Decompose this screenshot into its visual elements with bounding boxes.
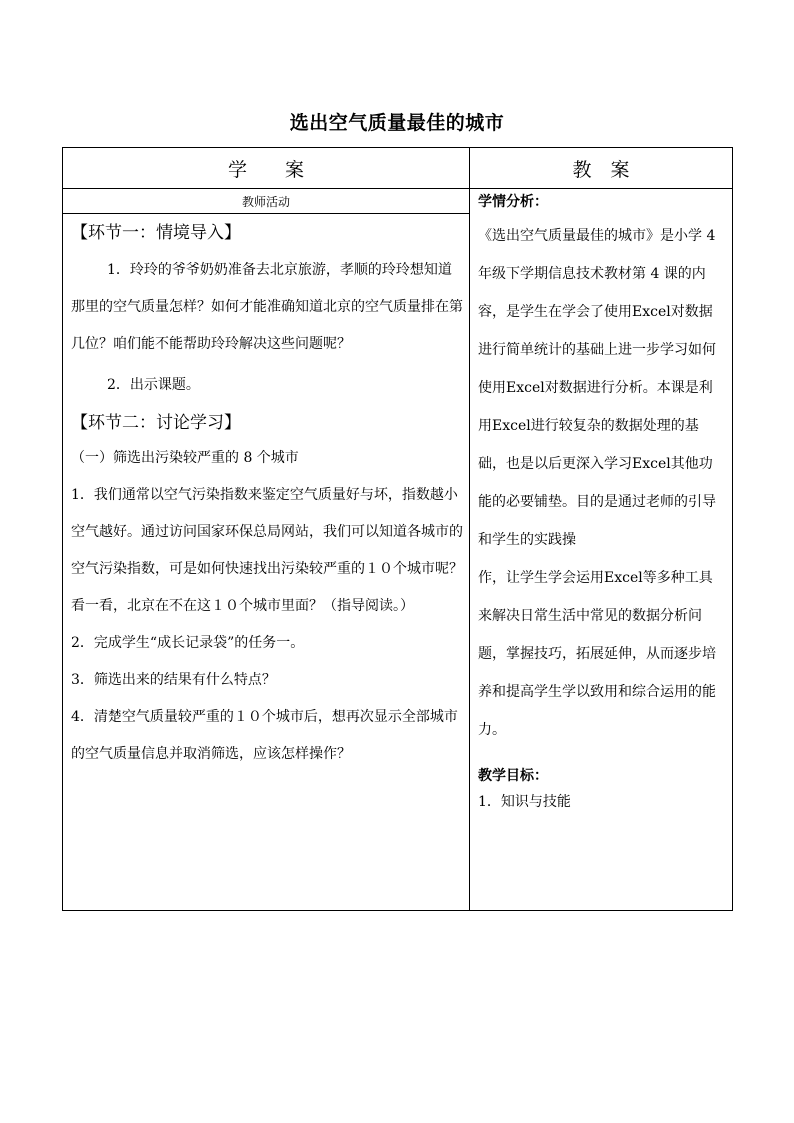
analysis-heading: 学情分析： [478, 194, 548, 210]
document-title: 选出空气质量最佳的城市 [289, 112, 505, 134]
analysis-paragraph-1: 《选出空气质量最佳的城市》是小学 4 年级下学期信息技术教材第 4 课的内容，是学生在学会了使用Excel对数据进行简单统计的基础上进一步学习如何使用Excel对数据进行分析。本课是利用Excel进行较复杂的数据处理的基础，也是以后更深入学习Excel其他功能的必要铺垫。目的是通过老师的引导和学生的实践操 [478, 228, 716, 548]
goals-heading: 教学目标： [478, 768, 548, 784]
goal-item-1: 1．知识与技能 [478, 794, 571, 810]
section-1-item-1: 1．玲玲的爷爷奶奶准备去北京旅游，孝顺的玲玲想知道那里的空气质量怎样？如何才能准确知道北京的空气质量排在第几位？咱们能不能帮助玲玲解决这些问题呢？ [71, 262, 463, 352]
section-1-item-2: 2．出示课题。 [107, 377, 200, 393]
discussion-item-3: 3．筛选出来的结果有什么特点？ [71, 672, 276, 688]
analysis-paragraph-2: 作，让学生学会运用Excel等多种工具来解决日常生活中常见的数据分析问题，掌握技巧，拓展延伸，从而逐步培养和提高学生学以致用和综合运用的能力。 [478, 570, 716, 738]
header-left-label: 学 案 [227, 158, 304, 181]
teaching-plan-cell [470, 189, 733, 911]
header-right-label: 教 案 [572, 158, 630, 181]
teacher-activity-header: 教师活动 [63, 189, 470, 214]
section-1-heading: 【环节一：情境导入】 [71, 223, 241, 243]
discussion-item-2: 2．完成学生“成长记录袋”的任务一。 [71, 635, 305, 651]
subsection-1-title: （一）筛选出污染较严重的 8 个城市 [71, 450, 299, 466]
student-plan-cell [63, 214, 470, 911]
header-student-plan [63, 148, 470, 189]
discussion-item-4: 4．清楚空气质量较严重的１０个城市后，想再次显示全部城市的空气质量信息并取消筛选，应该怎样操作？ [71, 709, 458, 762]
lesson-plan-table [62, 147, 733, 911]
section-2-heading: 【环节二：讨论学习】 [71, 413, 241, 433]
header-teaching-plan [470, 148, 733, 189]
discussion-item-1: 1．我们通常以空气污染指数来鉴定空气质量好与坏，指数越小空气越好。通过访问国家环保总局网站，我们可以知道各城市的空气污染指数，可是如何快速找出污染较严重的１０个城市呢？看一看，北京在不在这１０个城市里面？（指导阅读。） [71, 487, 463, 614]
